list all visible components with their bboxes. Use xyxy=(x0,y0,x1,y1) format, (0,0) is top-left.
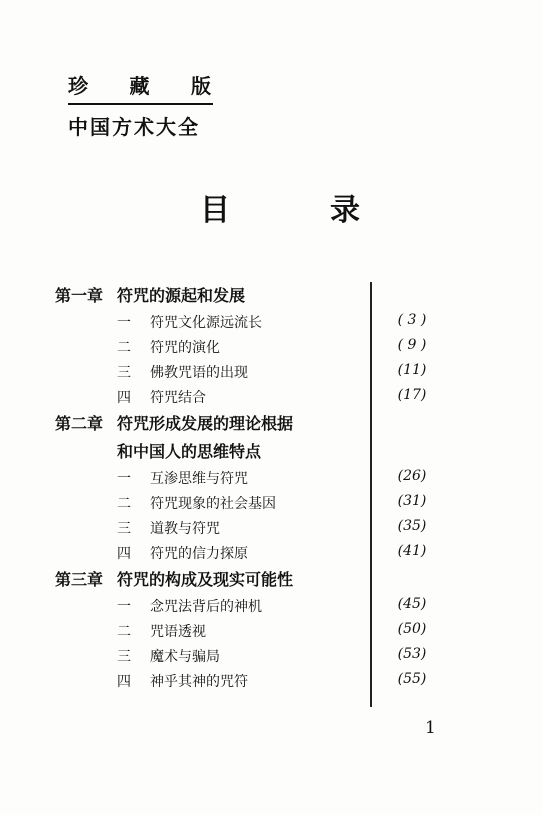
section-title: 神乎其神的咒符 xyxy=(150,674,248,690)
chapter-number: 第二章 xyxy=(55,414,104,433)
section-page-number: (41) xyxy=(397,543,427,559)
page-number: 1 xyxy=(425,718,436,738)
toc-heading-char: 目 xyxy=(200,193,230,228)
toc-entry[interactable] xyxy=(0,592,542,617)
section-page-number: (17) xyxy=(397,387,427,403)
section-title: 道教与符咒 xyxy=(150,521,220,537)
toc-entry[interactable] xyxy=(0,642,542,667)
chapter-title: 符咒的构成及现实可能性 xyxy=(117,570,294,589)
section-page-number: ( 9 ) xyxy=(397,337,427,353)
section-page-number: (55) xyxy=(397,671,427,687)
chapter-title: 和中国人的思维特点 xyxy=(117,442,262,461)
section-page-number: (53) xyxy=(397,646,427,662)
section-number: 三 xyxy=(117,521,131,537)
section-number: 二 xyxy=(117,496,131,512)
section-page-number: ( 3 ) xyxy=(397,312,427,328)
section-title: 互渗思维与符咒 xyxy=(150,471,248,487)
toc-entry[interactable] xyxy=(0,358,542,383)
section-page-number: (31) xyxy=(397,493,427,509)
table-of-contents xyxy=(0,280,542,692)
section-page-number: (50) xyxy=(397,621,427,637)
section-number: 四 xyxy=(117,674,131,690)
chapter-number: 第一章 xyxy=(55,286,104,305)
section-page-number: (35) xyxy=(397,518,427,534)
section-number: 二 xyxy=(117,624,131,640)
section-number: 二 xyxy=(117,340,131,356)
chapter-heading-continued xyxy=(0,436,542,464)
toc-entry[interactable] xyxy=(0,539,542,564)
chapter-title: 符咒的源起和发展 xyxy=(117,286,246,305)
edition-label xyxy=(68,70,213,105)
chapter-heading xyxy=(0,408,542,436)
toc-entry[interactable] xyxy=(0,514,542,539)
toc-entry[interactable] xyxy=(0,489,542,514)
section-page-number: (26) xyxy=(397,468,427,484)
section-number: 一 xyxy=(117,599,131,615)
section-number: 一 xyxy=(117,315,131,331)
section-number: 一 xyxy=(117,471,131,487)
section-title: 符咒文化源远流长 xyxy=(150,315,262,331)
section-number: 三 xyxy=(117,365,131,381)
section-title: 佛教咒语的出现 xyxy=(150,365,248,381)
toc-heading xyxy=(200,185,360,229)
section-number: 三 xyxy=(117,649,131,665)
chapter-number: 第三章 xyxy=(55,570,104,589)
section-title: 符咒现象的社会基因 xyxy=(150,496,276,512)
toc-heading-char: 录 xyxy=(330,193,360,228)
chapter-heading xyxy=(0,280,542,308)
section-title: 魔术与骗局 xyxy=(150,649,220,665)
book-header xyxy=(68,70,213,140)
edition-char: 珍 xyxy=(68,74,90,98)
edition-char: 版 xyxy=(191,74,213,98)
section-page-number: (11) xyxy=(397,362,427,378)
section-number: 四 xyxy=(117,390,131,406)
chapter-heading xyxy=(0,564,542,592)
section-title: 符咒结合 xyxy=(150,390,206,406)
toc-entry[interactable] xyxy=(0,333,542,358)
section-title: 符咒的信力探原 xyxy=(150,546,248,562)
chapter-title: 符咒形成发展的理论根据 xyxy=(117,414,294,433)
toc-entry[interactable] xyxy=(0,667,542,692)
section-title: 念咒法背后的神机 xyxy=(150,599,262,615)
series-title: 中国方术大全 xyxy=(68,115,200,139)
section-title: 符咒的演化 xyxy=(150,340,220,356)
toc-entry[interactable] xyxy=(0,383,542,408)
toc-entry[interactable] xyxy=(0,617,542,642)
section-number: 四 xyxy=(117,546,131,562)
toc-entry[interactable] xyxy=(0,308,542,333)
toc-entry[interactable] xyxy=(0,464,542,489)
section-title: 咒语透视 xyxy=(150,624,206,640)
edition-char: 藏 xyxy=(129,74,152,98)
section-page-number: (45) xyxy=(397,596,427,612)
